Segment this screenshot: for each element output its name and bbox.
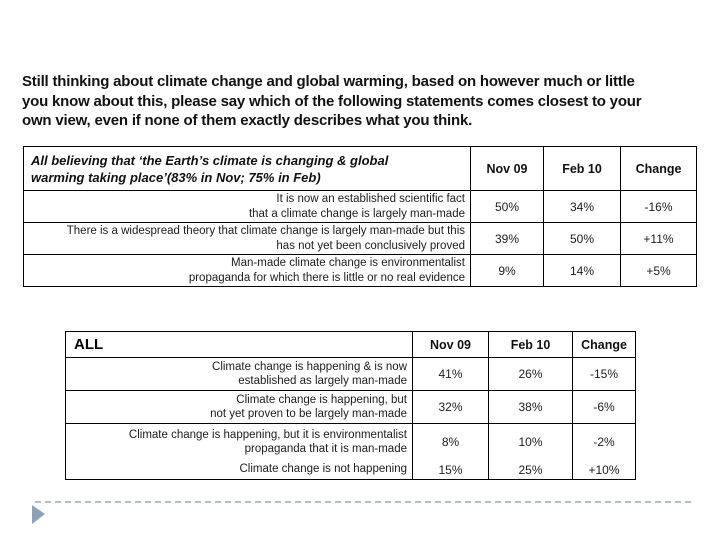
table-row <box>66 358 636 391</box>
statement-cell <box>66 358 413 391</box>
change-value-cell: +5% <box>621 255 697 287</box>
statement-cell <box>66 424 413 480</box>
statement-cell <box>24 223 471 255</box>
value: +10% <box>588 462 620 477</box>
table-title-cell <box>24 147 471 191</box>
statement-line: Climate change is happening & is now <box>212 360 407 373</box>
value: 8% <box>441 435 460 449</box>
table-header-row <box>24 147 697 191</box>
column-header-change: Change <box>573 332 636 358</box>
column-header-nov09: Nov 09 <box>413 332 489 358</box>
all-respondents-table <box>65 331 636 480</box>
change-value-cell: -6% <box>573 391 636 424</box>
statement-line: Climate change is happening, but it is environmentalist <box>128 428 407 441</box>
nov09-value-cell: 9% <box>471 255 544 287</box>
statement-line: Climate change is not happening <box>239 463 407 476</box>
question-line: own view, even if none of them exactly describes what you think. <box>22 112 473 129</box>
feb10-value-cell: 34% <box>544 191 621 223</box>
statement-line: propaganda that it is man-made <box>244 443 407 455</box>
feb10-value-cell: 38% <box>489 391 573 424</box>
value: 10% <box>518 435 543 449</box>
statement-line: has not yet been conclusively proved <box>276 239 465 252</box>
statement-line: There is a widespread theory that climate change is largely man-made but this <box>66 225 465 237</box>
column-header-change: Change <box>621 147 697 191</box>
feb10-value-cell: 50% <box>544 223 621 255</box>
column-header-feb10: Feb 10 <box>489 332 573 358</box>
table-title-cell: ALL <box>66 332 413 358</box>
feb10-value-cell: 14% <box>544 255 621 287</box>
statement-line: propaganda for which there is little or no real evidence <box>188 271 465 284</box>
change-value-cell: +11% <box>621 223 697 255</box>
statement-cell <box>24 255 471 287</box>
statement-cell <box>66 391 413 424</box>
value: -2% <box>593 435 615 449</box>
statement-block <box>66 460 407 479</box>
change-value-cell: -15% <box>573 358 636 391</box>
change-value-cell: -16% <box>621 191 697 223</box>
statement-line: It is now an established scientific fact <box>276 193 465 205</box>
change-value-cell <box>573 424 636 480</box>
nov09-value-cell: 39% <box>471 223 544 255</box>
statement-line: Man-made climate change is environmentalist <box>231 257 465 269</box>
nov09-value-cell: 32% <box>413 391 489 424</box>
nov09-value-cell <box>413 424 489 480</box>
statement-block <box>66 424 407 460</box>
question-line: Still thinking about climate change and global warming, based on however much or little <box>22 73 635 90</box>
value: 25% <box>518 462 543 477</box>
table-title-line: warming taking place’(83% in Nov; 75% in Feb) <box>31 169 321 185</box>
nov09-value-cell: 41% <box>413 358 489 391</box>
statement-cell <box>24 191 471 223</box>
column-header-nov09: Nov 09 <box>471 147 544 191</box>
table-row <box>24 255 697 287</box>
table-header-row <box>66 332 636 358</box>
table-row <box>24 223 697 255</box>
table-row <box>24 191 697 223</box>
statement-line: that a climate change is largely man-made <box>248 207 465 220</box>
question-line: you know about this, please say which of the following statements comes closest to your <box>22 92 642 110</box>
nov09-value-cell: 50% <box>471 191 544 223</box>
table-row-merged <box>66 424 636 480</box>
value: 15% <box>438 462 463 477</box>
statement-line: not yet proven to be largely man-made <box>210 408 407 420</box>
next-arrow-icon <box>31 505 46 524</box>
believers-table <box>23 146 697 287</box>
footer-divider <box>35 501 691 503</box>
question-text <box>22 72 700 131</box>
feb10-value-cell: 26% <box>489 358 573 391</box>
statement-line: Climate change is happening, but <box>236 393 407 406</box>
table-title-line: All believing that ‘the Earth’s climate is changing & global <box>31 152 389 168</box>
statement-line: established as largely man-made <box>238 375 407 387</box>
table-row <box>66 391 636 424</box>
column-header-feb10: Feb 10 <box>544 147 621 191</box>
feb10-value-cell <box>489 424 573 480</box>
